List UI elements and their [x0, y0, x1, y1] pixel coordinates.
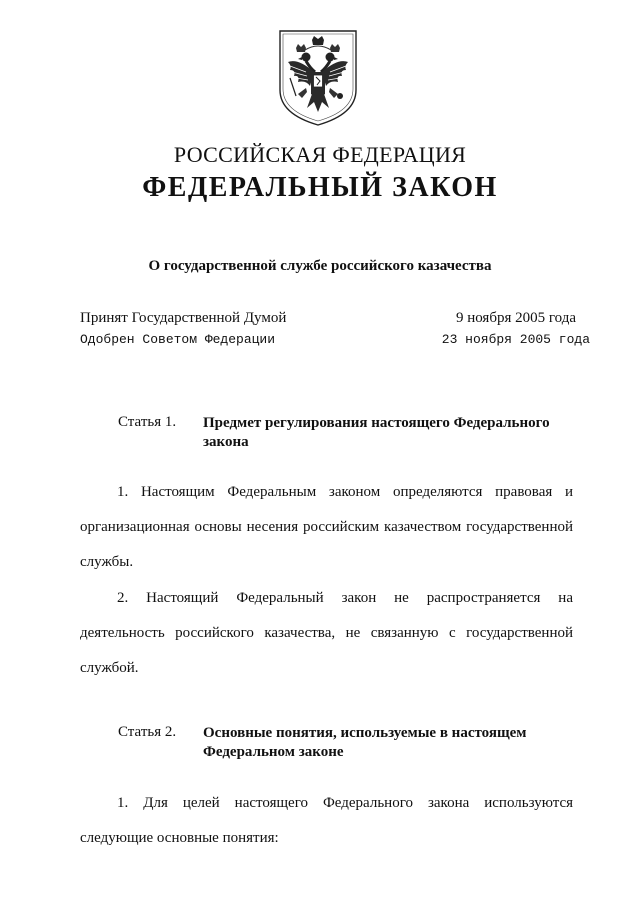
country-heading: РОССИЙСКАЯ ФЕДЕРАЦИЯ — [173, 142, 467, 167]
article-title: Предмет регулирования настоящего Федерального закона — [203, 415, 550, 450]
adoption-row-duma — [80, 310, 590, 330]
article-2-paragraph-1: 1. Для целей настоящего Федерального закона используются следующие основные понятия: — [80, 795, 573, 846]
adopted-by-text: Принят Государственной Думой — [80, 310, 287, 326]
approved-date: 23 ноября 2005 года — [441, 332, 590, 347]
article-1-paragraph-1: 1. Настоящим Федеральным законом определяются правовая и организационная основы несения российским казачеством государственной службы. — [80, 484, 573, 570]
article-number: Статья 1. — [118, 414, 177, 430]
law-title: О государственной службе российского казачества — [148, 258, 492, 274]
law-type-heading: ФЕДЕРАЛЬНЫЙ ЗАКОН — [142, 172, 498, 203]
russian-coat-of-arms-icon — [276, 28, 360, 128]
adoption-row-council — [80, 332, 590, 352]
article-title: Основные понятия, используемые в настоящем Федеральном законе — [203, 725, 527, 760]
article-number: Статья 2. — [118, 724, 177, 740]
article-1-paragraph-2: 2. Настоящий Федеральный закон не распространяется на деятельность российского казачества, не связанную с государственной службой. — [80, 590, 573, 676]
approved-by-text: Одобрен Советом Федерации — [80, 332, 276, 347]
adopted-date: 9 ноября 2005 года — [455, 310, 576, 326]
